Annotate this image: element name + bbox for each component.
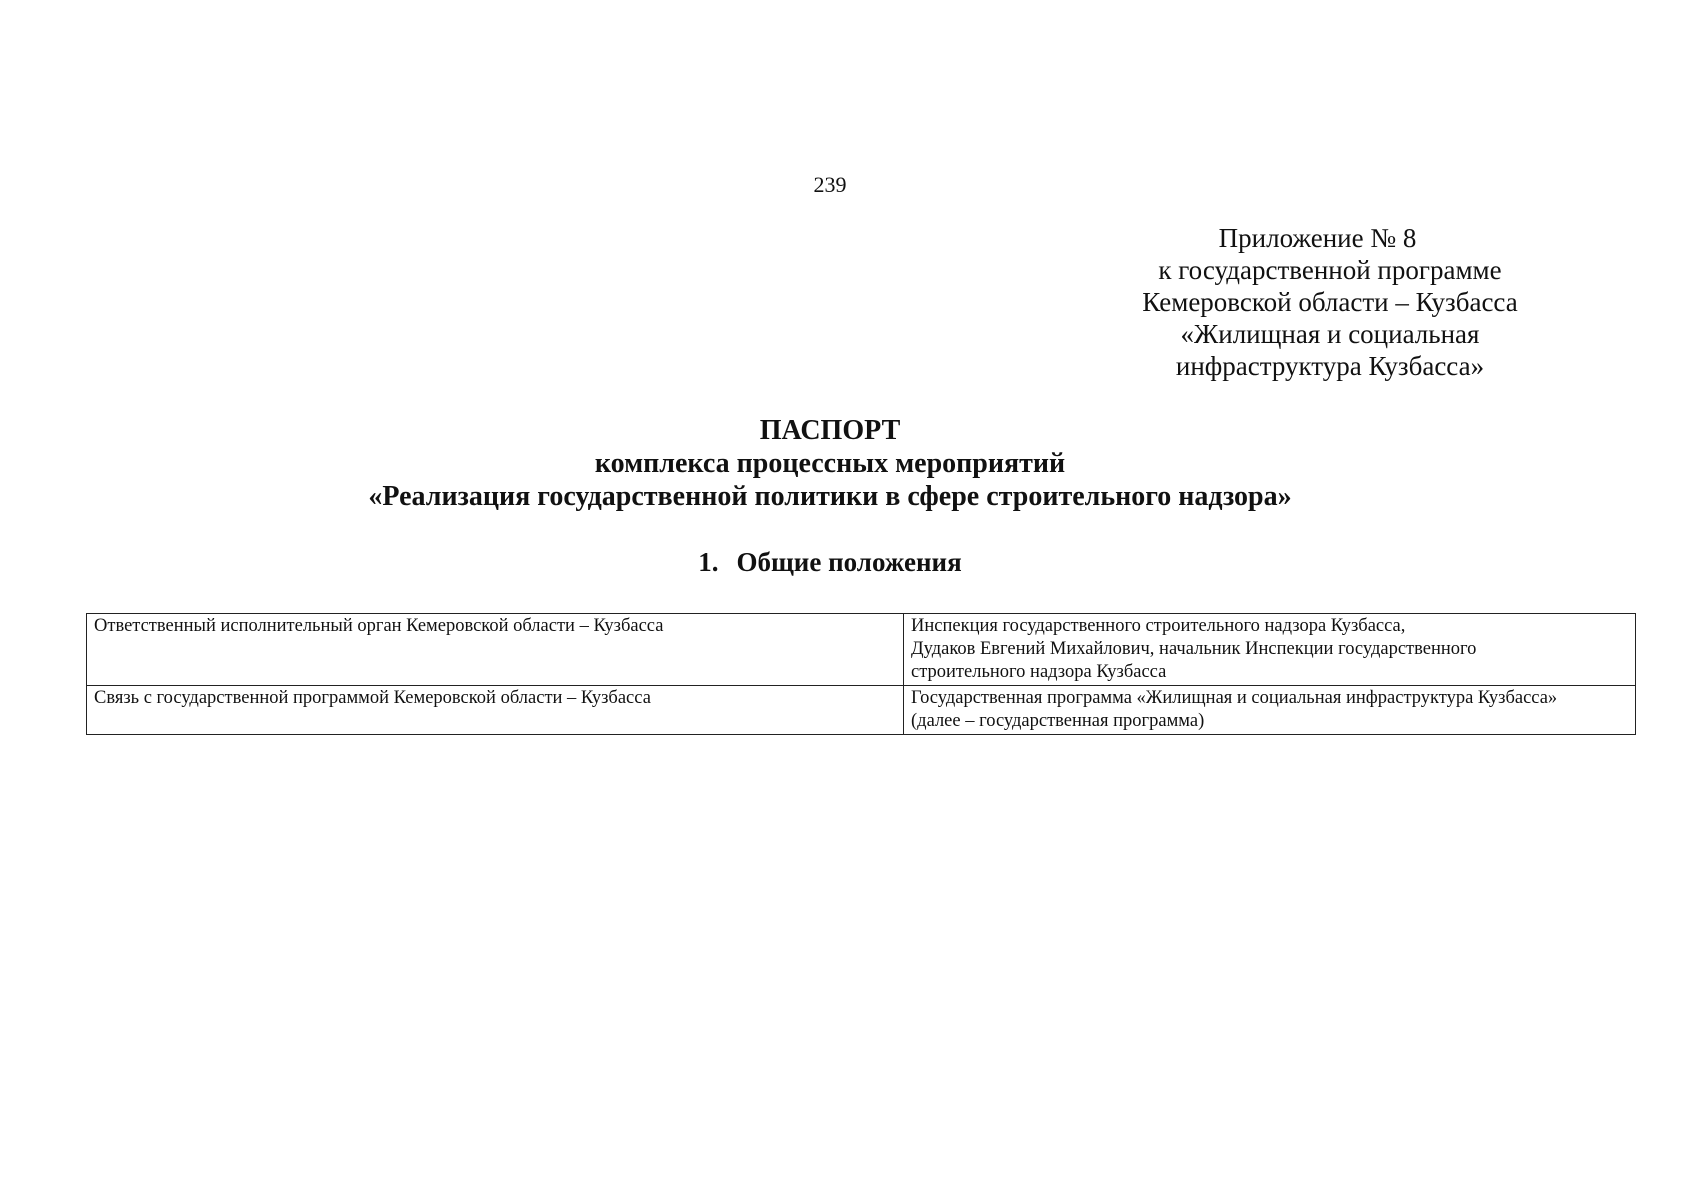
table-row [87, 614, 1636, 686]
title-program-name: «Реализация государственной политики в сфере строительного надзора» [368, 481, 1292, 512]
table-row [87, 686, 1636, 735]
value-line: Инспекция государственного строительного надзора Кузбасса, [911, 616, 1406, 636]
value-line: Дудаков Евгений Михайлович, начальник Инспекции государственного [911, 639, 1477, 659]
section-title: Общие положения [736, 547, 962, 577]
document-title [0, 414, 1660, 513]
value-line: Государственная программа «Жилищная и социальная инфраструктура Кузбасса» [911, 688, 1558, 708]
appendix-reference [1110, 222, 1550, 382]
value-line: строительного надзора Кузбасса [911, 662, 1167, 682]
appendix-line: «Жилищная и социальная [1180, 319, 1480, 349]
appendix-line: Кемеровской области – Кузбасса [1142, 287, 1518, 317]
section-number: 1. [698, 547, 719, 577]
title-passport: ПАСПОРТ [759, 415, 901, 446]
appendix-line: к государственной программе [1158, 255, 1502, 285]
table-cell-value [904, 686, 1636, 735]
section-heading [0, 547, 1660, 578]
general-provisions-table [86, 613, 1636, 735]
table-cell-value [904, 614, 1636, 686]
page-number: 239 [813, 172, 847, 197]
appendix-line: инфраструктура Кузбасса» [1175, 351, 1485, 381]
value-line: (далее – государственная программа) [911, 711, 1205, 731]
table-cell-label: Связь с государственной программой Кемеровской области – Кузбасса [87, 686, 904, 735]
appendix-line: Приложение № 8 [1218, 223, 1417, 253]
table-cell-label: Ответственный исполнительный орган Кемеровской области – Кузбасса [87, 614, 904, 686]
title-subtitle: комплекса процессных мероприятий [594, 448, 1066, 479]
